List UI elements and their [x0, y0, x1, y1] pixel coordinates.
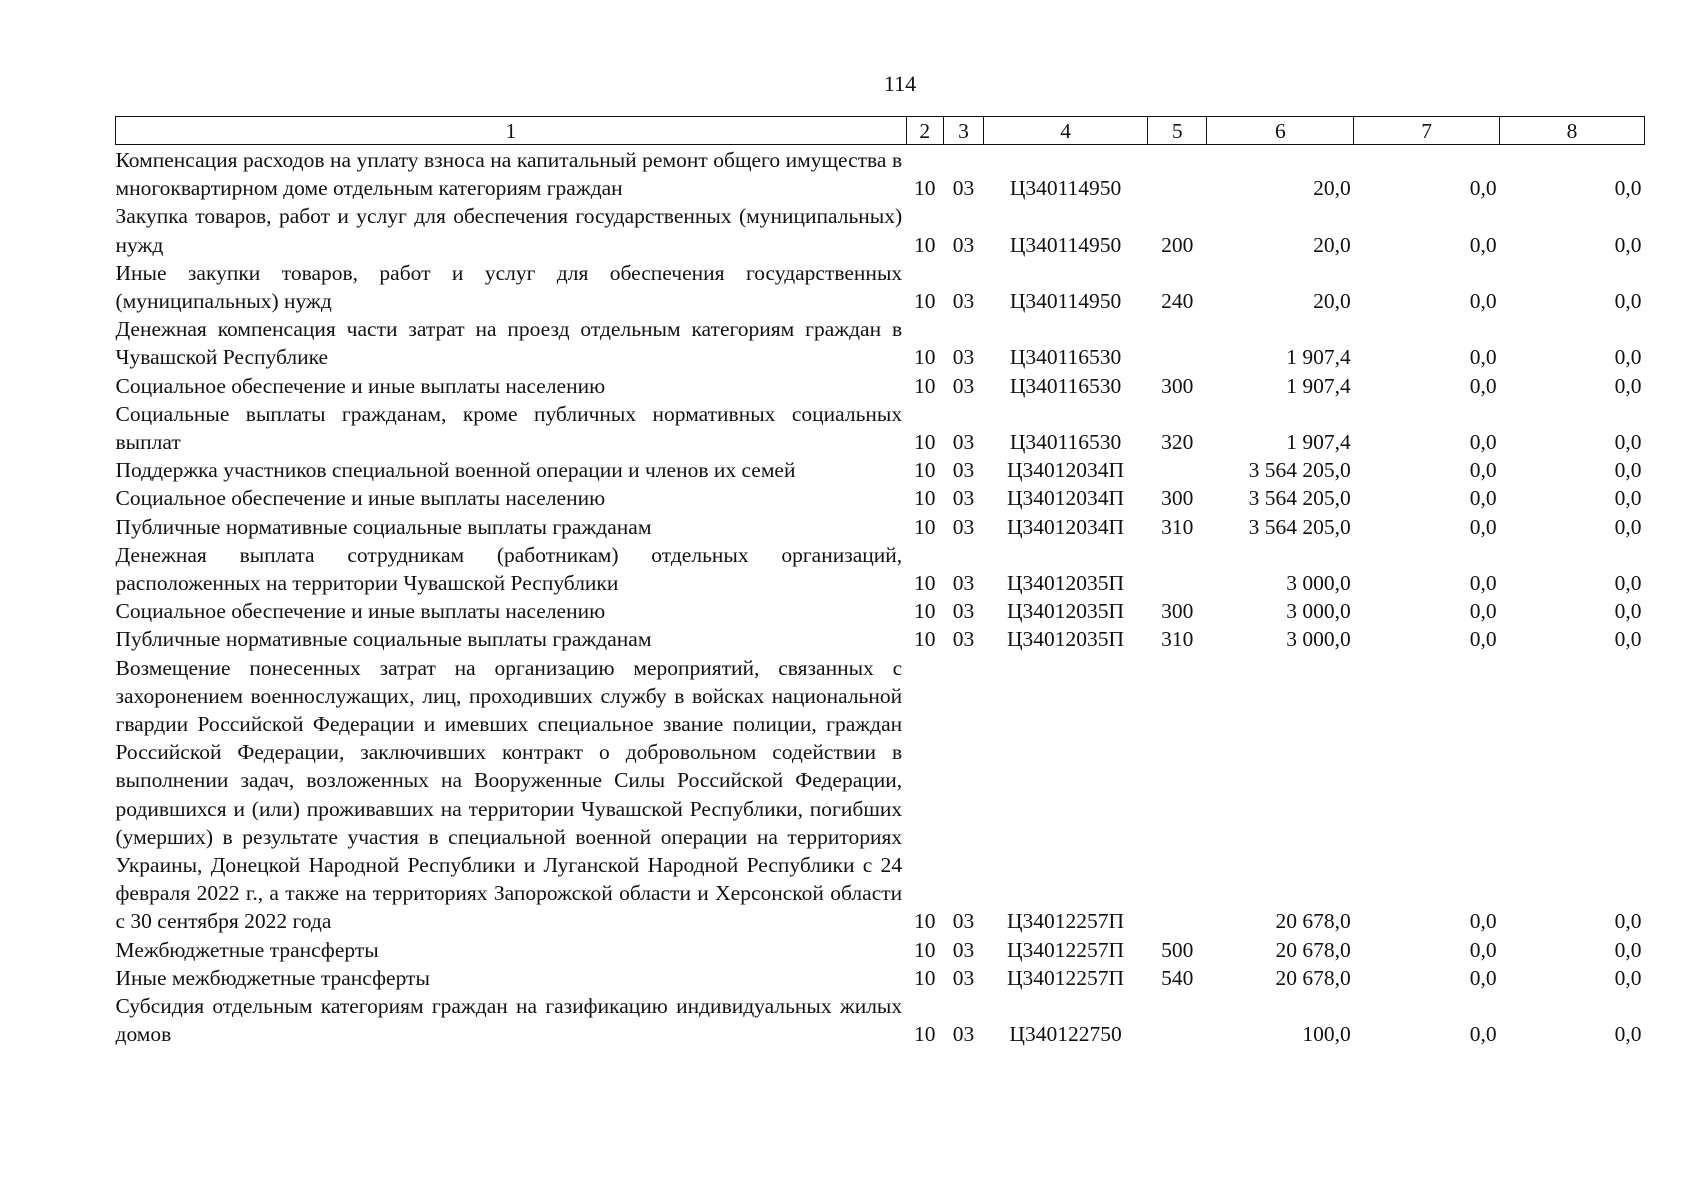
- row-section: 10: [914, 289, 936, 314]
- row-name: Субсидия отдельным категориям граждан на газификацию индивидуальных жилых домов: [115, 994, 903, 1047]
- row-amount-2: 0,0: [1469, 937, 1497, 962]
- budget-table: [115, 116, 1645, 1049]
- row-target-code: Ц340116530: [1009, 373, 1122, 398]
- row-amount-3: 0,0: [1614, 430, 1642, 455]
- table-row: [116, 964, 1645, 992]
- row-section: 10: [914, 430, 936, 455]
- row-section: 10: [914, 458, 936, 483]
- row-amount-1: 20,0: [1313, 232, 1351, 257]
- row-name: Публичные нормативные социальные выплаты гражданам: [115, 514, 652, 539]
- row-target-code: Ц34012257П: [1007, 909, 1125, 934]
- row-name: Социальное обеспечение и иные выплаты населению: [115, 373, 606, 398]
- table-row: [116, 541, 1645, 597]
- row-section: 10: [914, 965, 936, 990]
- row-section: 10: [914, 599, 936, 624]
- header-col-5: 5: [1148, 117, 1207, 145]
- row-name: Иные межбюджетные трансферты: [115, 965, 430, 990]
- row-name: Публичные нормативные социальные выплаты гражданам: [115, 627, 652, 652]
- row-amount-1: 3 000,0: [1286, 571, 1351, 596]
- row-expense-type: 240: [1161, 289, 1194, 314]
- table-row: [116, 992, 1645, 1048]
- row-target-code: Ц34012034П: [1007, 514, 1125, 539]
- row-target-code: Ц340114950: [1009, 232, 1122, 257]
- row-amount-2: 0,0: [1469, 486, 1497, 511]
- row-amount-2: 0,0: [1469, 345, 1497, 370]
- row-subsection: 03: [952, 937, 975, 962]
- row-amount-3: 0,0: [1614, 1022, 1642, 1047]
- row-amount-1: 1 907,4: [1286, 430, 1351, 455]
- header-col-7: 7: [1354, 117, 1500, 145]
- row-amount-2: 0,0: [1469, 176, 1497, 201]
- row-expense-type: 200: [1161, 232, 1194, 257]
- table-row: [116, 936, 1645, 964]
- row-section: 10: [914, 345, 936, 370]
- row-subsection: 03: [952, 965, 975, 990]
- row-section: 10: [914, 486, 936, 511]
- row-amount-1: 3 564 205,0: [1248, 514, 1351, 539]
- row-subsection: 03: [952, 514, 975, 539]
- row-amount-2: 0,0: [1469, 1022, 1497, 1047]
- row-expense-type: [1148, 541, 1207, 597]
- row-expense-type: 310: [1161, 514, 1194, 539]
- table-row: [116, 372, 1645, 400]
- row-expense-type: 300: [1161, 373, 1194, 398]
- table-row: [116, 597, 1645, 625]
- row-amount-2: 0,0: [1469, 909, 1497, 934]
- row-expense-type: 500: [1161, 937, 1194, 962]
- row-section: 10: [914, 909, 936, 934]
- row-subsection: 03: [952, 289, 975, 314]
- table-row: [116, 654, 1645, 936]
- row-amount-2: 0,0: [1469, 627, 1497, 652]
- row-subsection: 03: [952, 345, 975, 370]
- row-name: Закупка товаров, работ и услуг для обеспечения государственных (муниципальных) нужд: [115, 204, 903, 257]
- row-amount-2: 0,0: [1469, 458, 1497, 483]
- row-amount-3: 0,0: [1614, 937, 1642, 962]
- row-target-code: Ц340116530: [1009, 345, 1122, 370]
- row-amount-3: 0,0: [1614, 909, 1642, 934]
- row-amount-3: 0,0: [1614, 289, 1642, 314]
- row-subsection: 03: [952, 571, 975, 596]
- row-subsection: 03: [952, 599, 975, 624]
- row-amount-1: 3 564 205,0: [1248, 458, 1351, 483]
- row-name: Компенсация расходов на уплату взноса на капитальный ремонт общего имущества в многоквартирном доме отдельным категориям граждан: [115, 148, 903, 201]
- row-target-code: Ц34012257П: [1007, 965, 1125, 990]
- row-expense-type: 300: [1161, 486, 1194, 511]
- row-target-code: Ц340116530: [1009, 430, 1122, 455]
- row-expense-type: 540: [1161, 965, 1194, 990]
- row-section: 10: [914, 514, 936, 539]
- row-expense-type: 300: [1161, 599, 1194, 624]
- row-subsection: 03: [952, 373, 975, 398]
- table-header-row: [116, 117, 1645, 145]
- table-body: [116, 145, 1645, 1049]
- header-col-4: 4: [984, 117, 1148, 145]
- row-amount-1: 3 564 205,0: [1248, 486, 1351, 511]
- row-name: Социальные выплаты гражданам, кроме публичных нормативных социальных выплат: [115, 401, 903, 455]
- row-subsection: 03: [952, 1022, 975, 1047]
- table-row: [116, 456, 1645, 484]
- row-amount-3: 0,0: [1614, 373, 1642, 398]
- table-row: [116, 315, 1645, 371]
- table-row: [116, 400, 1645, 456]
- row-name: Возмещение понесенных затрат на организацию мероприятий, связанных с захоронением военнослужащих, лиц, проходивших службу в войсках национальной гвардии Российской Федерации и имевших специальное звание полиции, граждан Российской Федерации, заключивших контракт о добровольном содействии в выполнении задач, возложенных на Вооруженные Силы Российской Федерации, родившихся и (или) проживавших на территории Чувашской Республики, погибших (умерших) в результате участия в специальной военной операции на территориях Украины, Донецкой Народной Республики и Луганской Народной Республики с 24 февраля 2022 г., а также на территориях Запорожской области и Херсонской области с 30 сентября 2022 года: [115, 655, 903, 934]
- header-col-8: 8: [1500, 117, 1645, 145]
- row-name: Межбюджетные трансферты: [115, 937, 379, 962]
- row-subsection: 03: [952, 627, 975, 652]
- row-target-code: Ц34012257П: [1007, 937, 1125, 962]
- row-amount-2: 0,0: [1469, 965, 1497, 990]
- row-section: 10: [914, 627, 936, 652]
- row-subsection: 03: [952, 486, 975, 511]
- row-amount-3: 0,0: [1614, 627, 1642, 652]
- row-target-code: Ц34012035П: [1007, 627, 1125, 652]
- row-amount-3: 0,0: [1614, 458, 1642, 483]
- row-name: Денежная выплата сотрудникам (работникам) отдельных организаций, расположенных на территории Чувашской Республики: [115, 542, 903, 596]
- row-amount-1: 20,0: [1313, 176, 1351, 201]
- header-col-1: 1: [116, 117, 907, 145]
- row-expense-type: [1148, 992, 1207, 1048]
- row-amount-3: 0,0: [1614, 571, 1642, 596]
- table-row: [116, 259, 1645, 315]
- row-section: 10: [914, 232, 936, 257]
- row-expense-type: [1148, 315, 1207, 371]
- row-amount-2: 0,0: [1469, 289, 1497, 314]
- row-amount-1: 100,0: [1302, 1022, 1351, 1047]
- row-name: Поддержка участников специальной военной операции и членов их семей: [115, 458, 796, 483]
- page-number: 114: [883, 71, 917, 96]
- row-expense-type: 310: [1161, 627, 1194, 652]
- row-subsection: 03: [952, 176, 975, 201]
- row-name: Денежная компенсация части затрат на проезд отдельным категориям граждан в Чувашской Республике: [115, 317, 903, 370]
- row-name: Социальное обеспечение и иные выплаты населению: [115, 599, 606, 624]
- row-subsection: 03: [952, 458, 975, 483]
- header-col-3: 3: [943, 117, 983, 145]
- row-target-code: Ц340114950: [1009, 176, 1122, 201]
- row-amount-2: 0,0: [1469, 232, 1497, 257]
- row-target-code: Ц34012034П: [1007, 458, 1125, 483]
- row-target-code: Ц34012035П: [1007, 599, 1125, 624]
- row-amount-1: 3 000,0: [1286, 599, 1351, 624]
- row-amount-2: 0,0: [1469, 514, 1497, 539]
- row-amount-3: 0,0: [1614, 345, 1642, 370]
- row-amount-2: 0,0: [1469, 571, 1497, 596]
- row-amount-1: 3 000,0: [1286, 627, 1351, 652]
- row-amount-1: 1 907,4: [1286, 345, 1351, 370]
- row-amount-3: 0,0: [1614, 176, 1642, 201]
- table-row: [116, 202, 1645, 258]
- row-section: 10: [914, 373, 936, 398]
- row-amount-2: 0,0: [1469, 373, 1497, 398]
- row-amount-3: 0,0: [1614, 965, 1642, 990]
- row-subsection: 03: [952, 430, 975, 455]
- row-target-code: Ц34012034П: [1007, 486, 1125, 511]
- header-col-6: 6: [1207, 117, 1354, 145]
- row-section: 10: [914, 1022, 936, 1047]
- row-amount-2: 0,0: [1469, 430, 1497, 455]
- row-expense-type: [1148, 456, 1207, 484]
- row-amount-2: 0,0: [1469, 599, 1497, 624]
- row-amount-1: 20 678,0: [1275, 965, 1351, 990]
- header-col-2: 2: [906, 117, 943, 145]
- row-section: 10: [914, 176, 936, 201]
- row-name: Социальное обеспечение и иные выплаты населению: [115, 486, 606, 511]
- table-row: [116, 145, 1645, 203]
- row-target-code: Ц34012035П: [1007, 571, 1125, 596]
- row-amount-1: 20 678,0: [1275, 937, 1351, 962]
- row-target-code: Ц340114950: [1009, 289, 1122, 314]
- row-amount-1: 20 678,0: [1275, 909, 1351, 934]
- row-subsection: 03: [952, 232, 975, 257]
- row-target-code: Ц340122750: [1009, 1022, 1122, 1047]
- row-amount-3: 0,0: [1614, 232, 1642, 257]
- row-expense-type: [1148, 145, 1207, 203]
- table-row: [116, 513, 1645, 541]
- row-amount-3: 0,0: [1614, 514, 1642, 539]
- row-subsection: 03: [952, 909, 975, 934]
- table-row: [116, 484, 1645, 512]
- table-row: [116, 625, 1645, 653]
- row-expense-type: 320: [1161, 430, 1194, 455]
- row-section: 10: [914, 937, 936, 962]
- row-amount-1: 1 907,4: [1286, 373, 1351, 398]
- row-expense-type: [1148, 654, 1207, 936]
- row-amount-3: 0,0: [1614, 599, 1642, 624]
- row-amount-1: 20,0: [1313, 289, 1351, 314]
- row-section: 10: [914, 571, 936, 596]
- row-name: Иные закупки товаров, работ и услуг для обеспечения государственных (муниципальных) нужд: [115, 260, 903, 314]
- row-amount-3: 0,0: [1614, 486, 1642, 511]
